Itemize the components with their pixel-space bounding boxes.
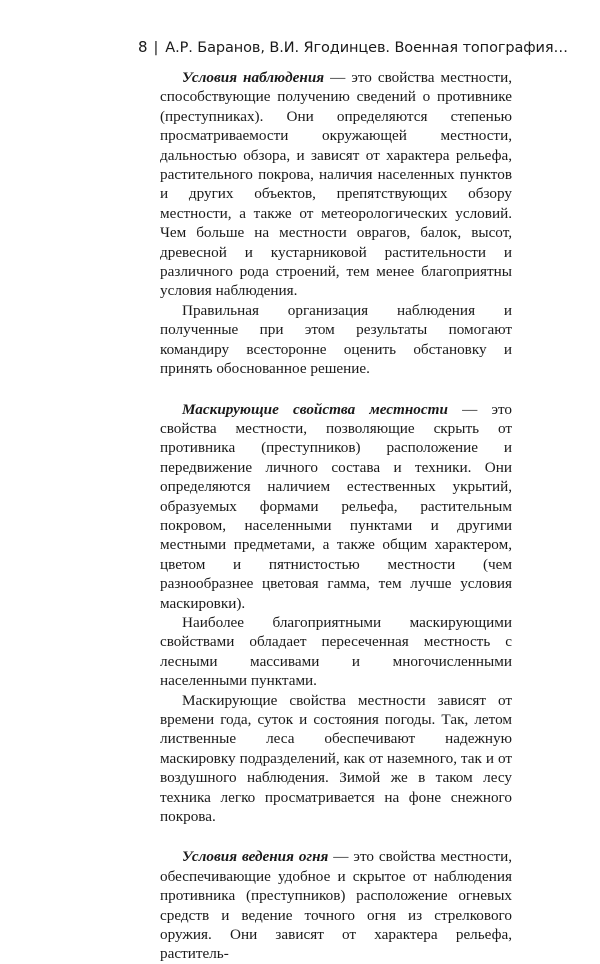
paragraph-text: — это свойства местности, способствующие получению сведений о противнике (преступниках). Они определяются степенью просматриваемости окружающей местности, дальностью обзора, и зависят от характера рельефа, растительного покрова, наличия населенных пунктов и других объектов, препятствующих обзору местности, а также от метеорологических условий. Чем больше на местности оврагов, балок, высот, древесной и кустарниковой растительности и различного рода строений, тем менее благоприятны условия наблюдения. [160,69,512,300]
paragraph-text: Правильная организация наблюдения и полученные при этом результаты помогают командиру всесторонне оценить обстановку и принять обоснованное решение. [160,301,512,378]
paragraph-favorable-terrain [160,613,512,691]
paragraph-observation-conditions [160,68,512,301]
paragraph-fire-conditions [160,847,512,963]
paragraph-seasonal-masking [160,691,512,827]
body-text [160,68,512,964]
paragraph-text: — это свойства местности, позволяющие скрыть от противника (преступников) расположение и передвижение личного состава и техники. Они определяются наличием естественных укрытий, образуемых формами рельефа, растительным покровом, населенными пунктами и другими местными предметами, а также общим характером, цветом и пятнистостью местности (чем разнообразнее цветовая гамма, тем лучше условия маскировки). [160,400,512,612]
paragraph-text: Наиболее благоприятными маскирующими свойствами обладает пересеченная местность с лесными массивами и многочисленными населенными пунктами. [160,613,512,690]
header-separator: | [153,40,159,56]
running-header [138,38,568,56]
page-number: 8 [138,38,148,56]
paragraph-masking-properties [160,400,512,613]
paragraph-text: — это свойства местности, обеспечивающие удобное и скрытое от наблюдения противника (преступников) расположение огневых средств и ведение точного огня из стрелкового оружия. Они зависят от характера рельефа, раститель- [160,848,513,963]
term-masking-properties: Маскирующие свойства местности [182,400,448,418]
term-observation-conditions: Условия наблюдения [182,69,325,86]
running-title: А.Р. Баранов, В.И. Ягодинцев. Военная топография… [165,40,568,56]
term-fire-conditions: Условия ведения огня [182,848,329,866]
paragraph-text: Маскирующие свойства местности зависят от времени года, суток и состояния погоды. Так, летом лиственные леса обеспечивают надежную маскировку подразделений, как от наземного, так и от воздушного наблюдения. Зимой же в таком лесу техника легко просматривается на фоне снежного покрова. [160,691,512,826]
paragraph-observation-organization [160,301,512,379]
